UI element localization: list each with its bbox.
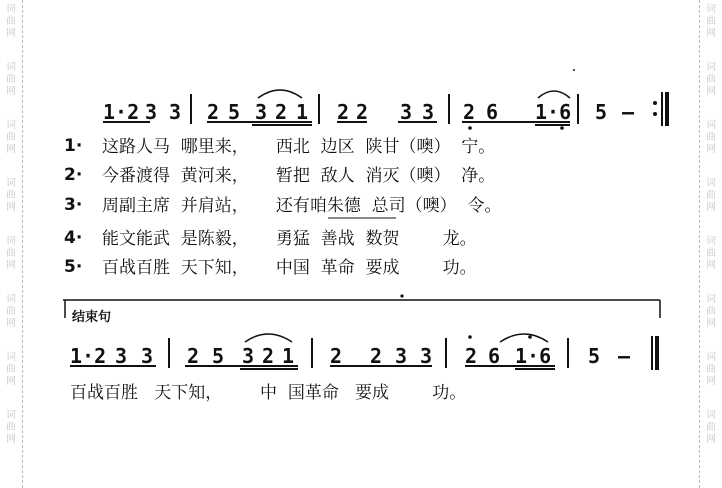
note: 3 — [145, 100, 158, 124]
note: 5 — [595, 100, 608, 124]
octave-dot — [468, 126, 472, 130]
stray-dot — [573, 69, 575, 71]
note: 6 — [486, 100, 499, 124]
verse-lyrics: 今番渡得 黄河来， 暂把 敌人 消灭（噢） 净。 — [102, 166, 496, 186]
verse-lyrics: 能文能武 是陈毅， 勇猛 善战 数贺 龙。 — [102, 229, 477, 249]
slur — [538, 91, 570, 98]
watermark-text: 词 曲 网 — [706, 4, 716, 39]
note: 3 — [242, 344, 255, 368]
note: 3 — [141, 344, 154, 368]
note: 2 — [207, 100, 220, 124]
note: 2 — [465, 344, 478, 368]
slur — [500, 334, 548, 342]
section-label: 结束句 — [72, 310, 112, 325]
slur — [245, 334, 292, 342]
note: 2 — [370, 344, 383, 368]
note: – — [622, 100, 635, 124]
verse-number: 1· — [64, 136, 83, 156]
note: 3 — [400, 100, 413, 124]
watermark-text: 词 曲 网 — [706, 62, 716, 97]
verse-number: 4· — [64, 228, 83, 248]
watermark-text: 词 曲 网 — [706, 294, 716, 329]
watermark-text: 词 曲 网 — [6, 4, 16, 39]
note: 3 — [395, 344, 408, 368]
repeat-dot — [653, 112, 657, 116]
watermark-text: 词 曲 网 — [706, 236, 716, 271]
note: 2 — [356, 100, 369, 124]
note: 1 — [282, 344, 295, 368]
watermark-text: 词 曲 网 — [6, 352, 16, 387]
note: 1 — [296, 100, 309, 124]
ending-lyrics: 百战百胜 天下知， 中 国革命 要成 功。 — [70, 383, 467, 403]
verse-lyrics: 百战百胜 天下知， 中国 革命 要成 功。 — [102, 258, 477, 278]
slur — [258, 90, 302, 98]
note: 3 — [169, 100, 182, 124]
note: 2 — [330, 344, 343, 368]
verse-lyrics: 周副主席 并肩站， 还有咱朱德 总司（噢） 令。 — [102, 196, 502, 216]
watermark-text: 词 曲 网 — [706, 352, 716, 387]
note: 3 — [420, 344, 433, 368]
note: 1·6 — [535, 100, 572, 124]
note: 3 — [255, 100, 268, 124]
watermark-text: 词 曲 网 — [706, 120, 716, 155]
verse-lyrics: 这路人马 哪里来， 西北 边区 陕甘（噢） 宁。 — [102, 137, 496, 157]
verse-number: 5· — [64, 257, 83, 277]
note: – — [618, 344, 631, 368]
watermark-text: 词 曲 网 — [6, 178, 16, 213]
watermark-text: 词 曲 网 — [6, 62, 16, 97]
octave-dot — [468, 335, 472, 339]
note: 3 — [115, 344, 128, 368]
verse-number: 2· — [64, 165, 83, 185]
watermark-text: 词 曲 网 — [6, 120, 16, 155]
watermark-text: 词 曲 网 — [706, 410, 716, 445]
note: 2 — [262, 344, 275, 368]
watermark-text: 词 曲 网 — [6, 294, 16, 329]
watermark-text: 词 曲 网 — [6, 236, 16, 271]
note: 5 — [588, 344, 601, 368]
note: 2 — [463, 100, 476, 124]
note: 2 — [187, 344, 200, 368]
note: 5 — [212, 344, 225, 368]
octave-dot — [560, 126, 564, 130]
watermark-text: 词 曲 网 — [706, 178, 716, 213]
note: 1·2 — [70, 344, 107, 368]
watermark-text: 词 曲 网 — [6, 410, 16, 445]
note: 5 — [228, 100, 241, 124]
note: 1·6 — [515, 344, 552, 368]
note: 2 — [275, 100, 288, 124]
octave-dot — [528, 335, 532, 339]
verse-number: 3· — [64, 195, 83, 215]
note: 6 — [488, 344, 501, 368]
note: 1·2 — [103, 100, 140, 124]
note: 3 — [422, 100, 435, 124]
repeat-dot — [653, 101, 657, 105]
stray-dot — [400, 294, 403, 297]
note: 2 — [337, 100, 350, 124]
